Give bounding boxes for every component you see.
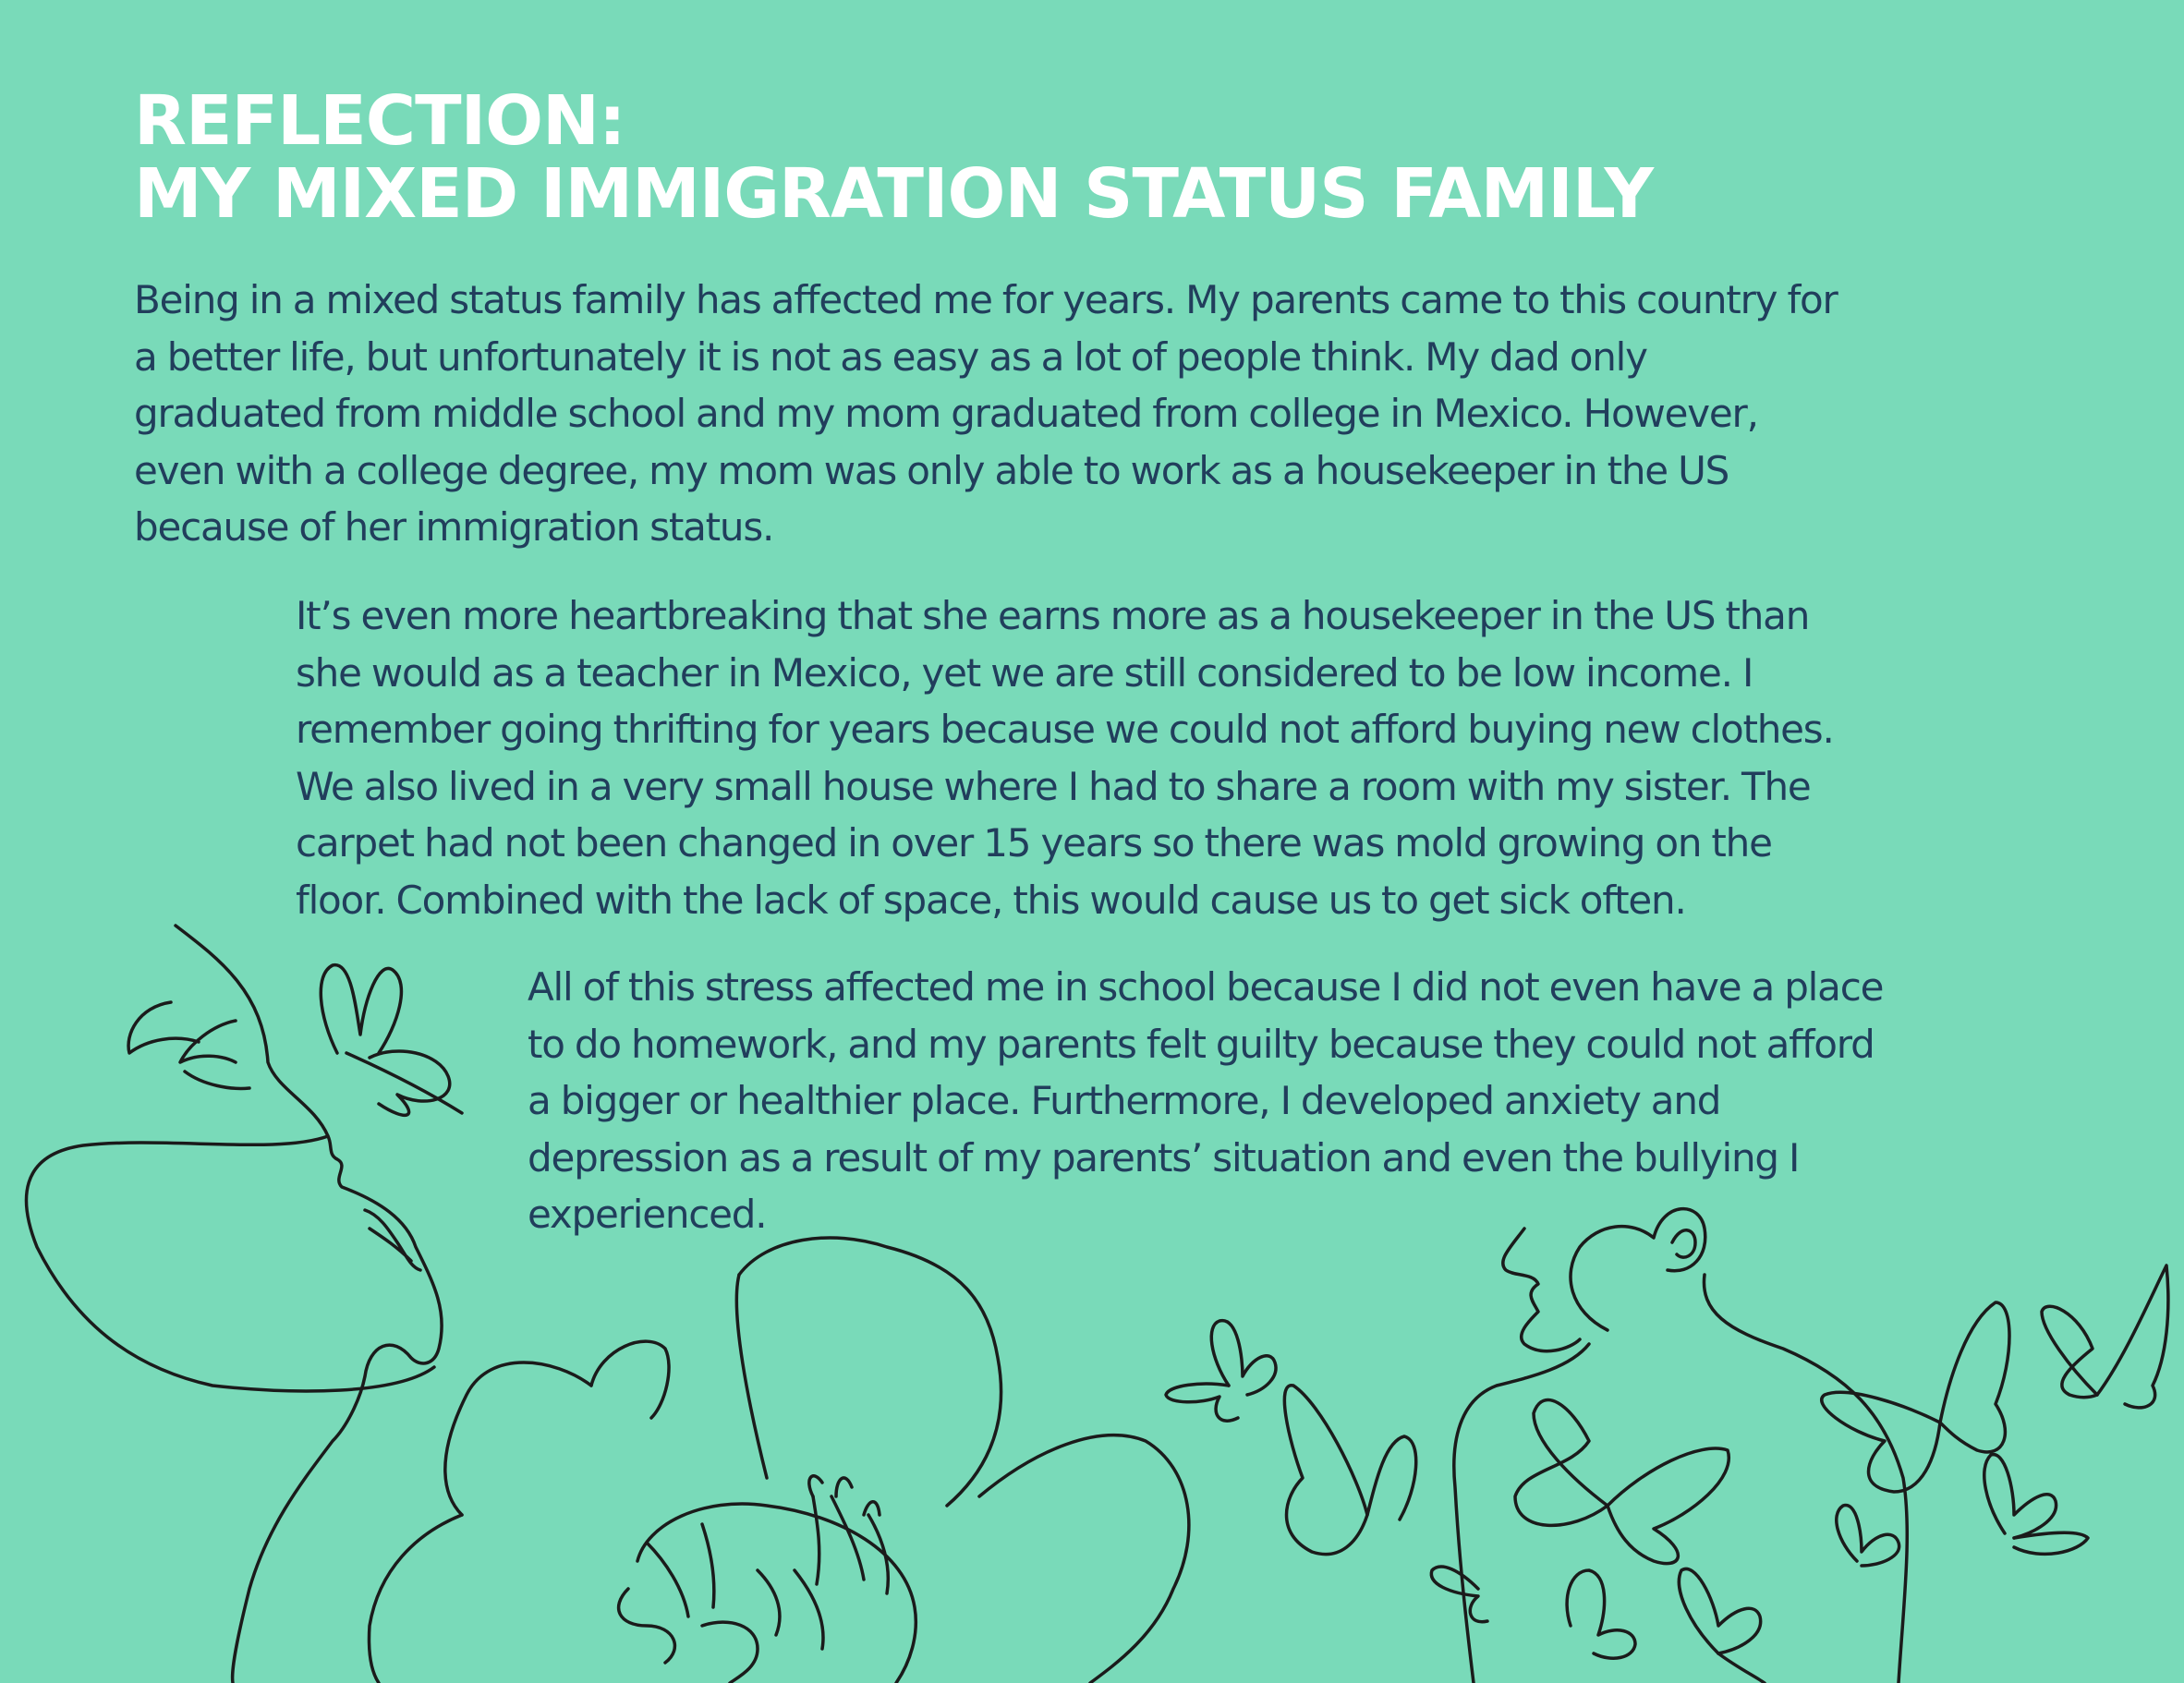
butterfly-left-large bbox=[1284, 1386, 1415, 1555]
eye-lashes bbox=[180, 1021, 249, 1088]
butterfly-wing bbox=[1211, 1321, 1276, 1395]
paragraph-line: All of this stress affected me in school because I did not even have a place bbox=[528, 964, 1884, 1010]
paragraph-line: carpet had not been changed in over 15 years so there was mold growing on the bbox=[296, 820, 1772, 866]
butterfly-wing bbox=[1515, 1400, 1608, 1526]
butterfly-wing bbox=[1608, 1448, 1729, 1564]
page-title bbox=[134, 81, 1654, 234]
paragraph-line: even with a college degree, my mom was only able to work as a housekeeper in the US bbox=[134, 447, 1729, 493]
flower-stamens bbox=[619, 1589, 758, 1683]
paragraph-line: depression as a result of my parents’ situation and even the bullying I bbox=[528, 1134, 1800, 1181]
butterfly-wing bbox=[321, 965, 401, 1053]
butterfly-wing bbox=[2097, 1265, 2168, 1408]
face-outline bbox=[176, 926, 442, 1683]
butterfly-bottom-center bbox=[1679, 1568, 1765, 1683]
paragraph-3 bbox=[528, 959, 1883, 1243]
butterfly-wing bbox=[370, 1051, 450, 1115]
paragraph-2 bbox=[296, 587, 1834, 928]
flower-petal bbox=[736, 1275, 767, 1478]
person-shoulder bbox=[1704, 1275, 1907, 1683]
butterfly-bottom-left bbox=[1431, 1567, 1635, 1658]
paragraph-line: floor. Combined with the lack of space, this would cause us to get sick often. bbox=[296, 877, 1686, 923]
butterfly-wing bbox=[1822, 1392, 1940, 1492]
hair-wisp bbox=[128, 1002, 199, 1053]
flower-stamens bbox=[809, 1476, 880, 1515]
butterfly-far-right bbox=[2042, 1265, 2168, 1408]
butterfly-right-top bbox=[1822, 1302, 2009, 1492]
butterfly-body bbox=[346, 1053, 462, 1113]
butterfly-mid-lower bbox=[1837, 1506, 1899, 1566]
paragraph-line: Being in a mixed status family has affected me for years. My parents came to this country for bbox=[134, 277, 1838, 322]
paragraph-line: because of her immigration status. bbox=[134, 504, 774, 550]
paragraph-line: a bigger or healthier place. Furthermore, I developed anxiety and bbox=[528, 1078, 1721, 1123]
paragraph-line: experienced. bbox=[528, 1192, 767, 1237]
paragraph-line: graduated from middle school and my mom graduated from college in Mexico. However, bbox=[134, 391, 1758, 436]
flower-petal bbox=[591, 1341, 669, 1418]
butterfly-wing bbox=[1984, 1455, 2057, 1538]
butterfly-wing bbox=[1679, 1568, 1760, 1653]
butterfly-wing bbox=[2042, 1306, 2097, 1397]
butterfly-wing bbox=[1837, 1506, 1899, 1566]
butterfly-wing bbox=[1567, 1570, 1635, 1658]
butterfly-chest bbox=[1515, 1400, 1729, 1564]
head-outline bbox=[26, 1136, 434, 1391]
paragraph-line: We also lived in a very small house where I had to share a room with my sister. The bbox=[296, 763, 1811, 809]
person-with-butterflies-illustration bbox=[1454, 1209, 1907, 1683]
title-line-2: MY MIXED IMMIGRATION STATUS FAMILY bbox=[134, 154, 1654, 234]
flower-stamens bbox=[758, 1570, 823, 1649]
face-profile-illustration bbox=[26, 926, 442, 1683]
flower-center bbox=[637, 1504, 916, 1683]
butterfly-on-nose bbox=[321, 965, 462, 1116]
flower-petal bbox=[979, 1435, 1189, 1683]
paragraph-line: remember going thrifting for years because we could not afford buying new clothes. bbox=[296, 707, 1834, 752]
person-face bbox=[1503, 1229, 1580, 1351]
butterfly-small-left bbox=[1166, 1321, 1276, 1422]
title-line-1: REFLECTION: bbox=[134, 81, 625, 161]
flower-stamens bbox=[647, 1496, 888, 1616]
flower-petal bbox=[445, 1362, 591, 1515]
person-neck bbox=[1454, 1344, 1589, 1683]
butterfly-wing bbox=[1284, 1386, 1367, 1555]
flower-illustration bbox=[369, 1238, 1188, 1683]
paragraph-line: a better life, but unfortunately it is not as easy as a lot of people think. My dad only bbox=[134, 333, 1647, 380]
butterfly-wing bbox=[1367, 1436, 1416, 1520]
flower-petal bbox=[369, 1515, 462, 1683]
lips bbox=[365, 1210, 420, 1270]
flower-petal bbox=[739, 1238, 1001, 1506]
paragraph-line: to do homework, and my parents felt guilty because they could not afford bbox=[528, 1021, 1875, 1067]
butterfly-wing bbox=[1718, 1653, 1765, 1683]
paragraph-line: she would as a teacher in Mexico, yet we are still considered to be low income. I bbox=[296, 649, 1753, 696]
butterfly-wing bbox=[1940, 1302, 2009, 1452]
paragraph-line: It’s even more heartbreaking that she earns more as a housekeeper in the US than bbox=[296, 593, 1810, 638]
butterfly-right-lower bbox=[1984, 1455, 2088, 1555]
butterfly-wing bbox=[2014, 1532, 2088, 1554]
butterfly-wing bbox=[1166, 1384, 1238, 1421]
butterfly-wing bbox=[1431, 1567, 1487, 1622]
paragraph-1 bbox=[134, 272, 1838, 556]
